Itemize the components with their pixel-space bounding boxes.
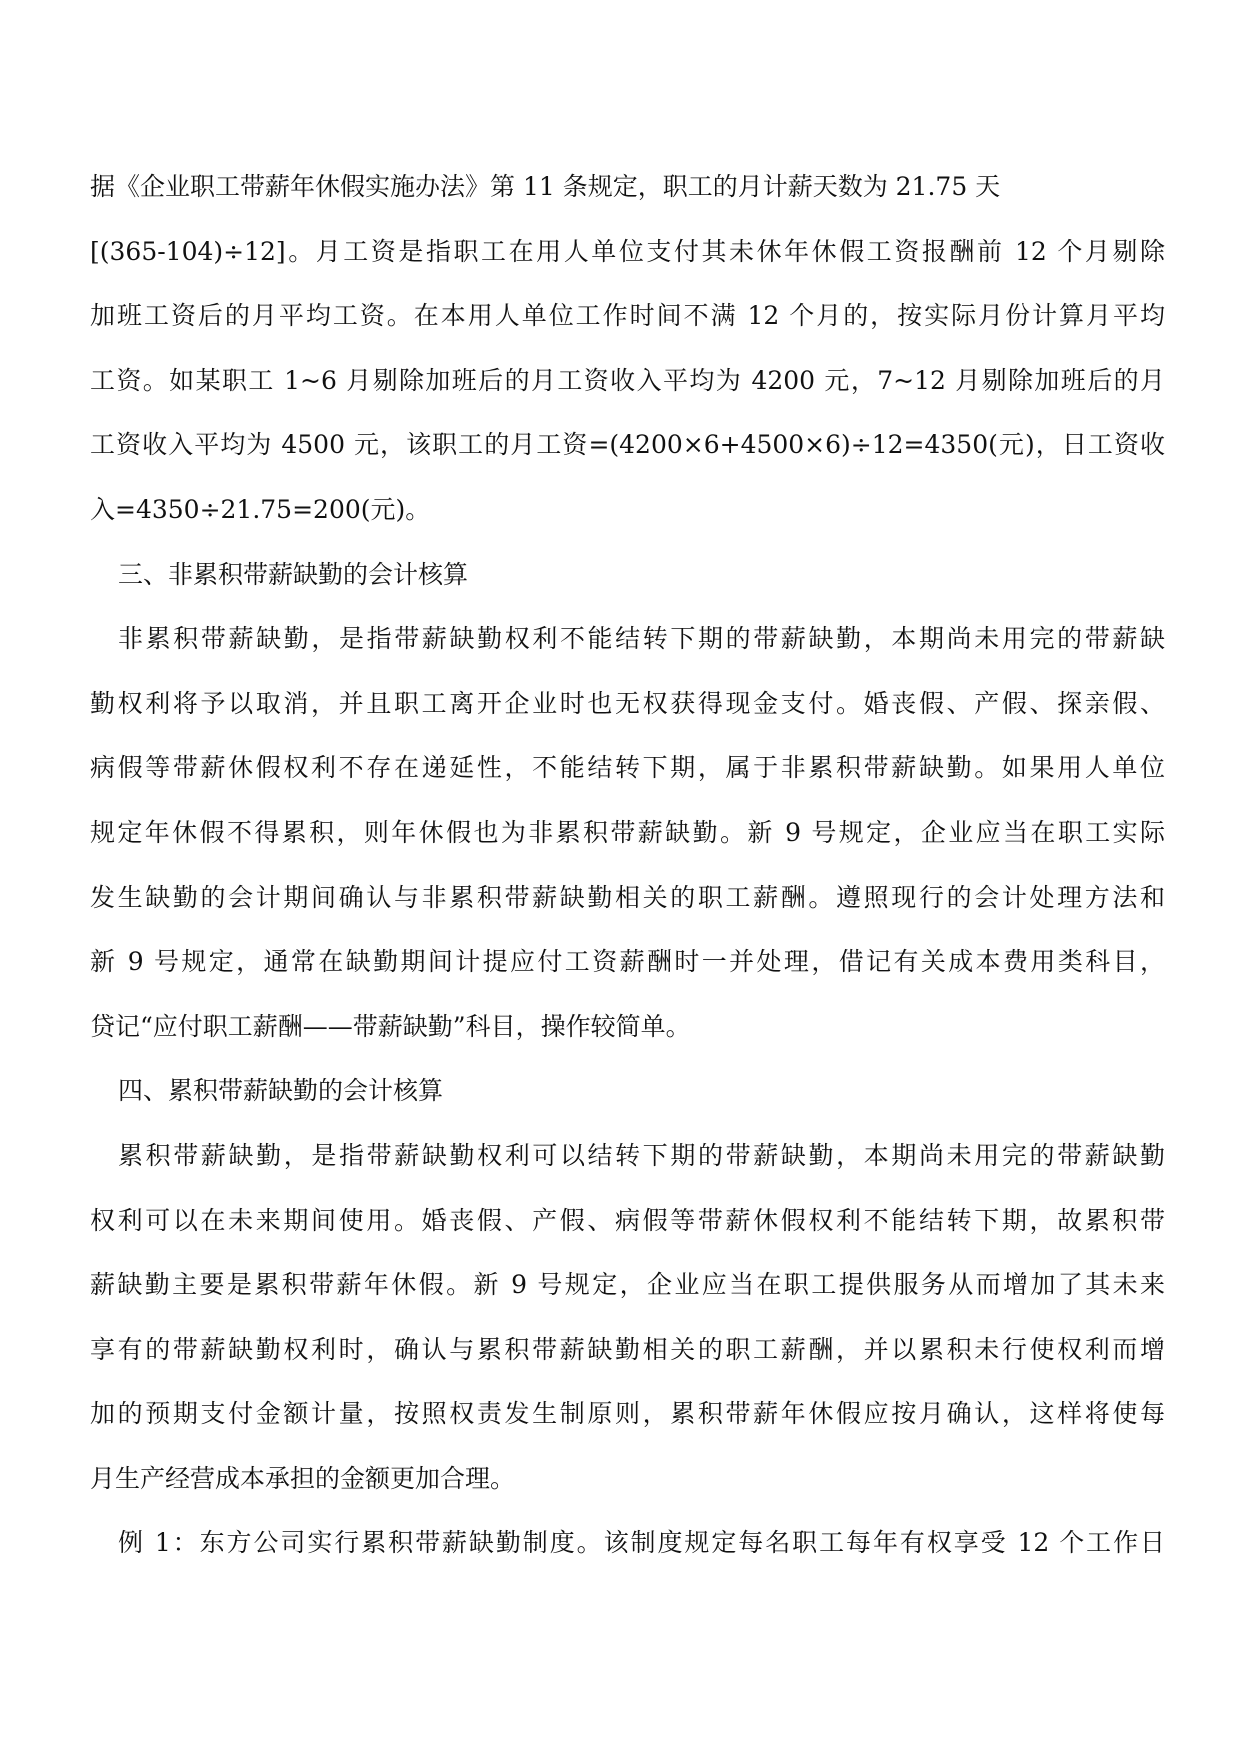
paragraph-line: 发生缺勤的会计期间确认与非累积带薪缺勤相关的职工薪酬。遵照现行的会计处理方法和 <box>90 882 1165 912</box>
paragraph-line: 月生产经营成本承担的金额更加合理。 <box>90 1463 516 1493</box>
section-heading-3: 三、非累积带薪缺勤的会计核算 <box>118 559 469 589</box>
paragraph-line: 工资。如某职工 1~6 月剔除加班后的月工资收入平均为 4200 元，7~12 月剔除加班后的月 <box>90 365 1165 395</box>
paragraph-line: 累积带薪缺勤，是指带薪缺勤权利可以结转下期的带薪缺勤，本期尚未用完的带薪缺勤 <box>118 1140 1165 1170</box>
section-heading-4: 四、累积带薪缺勤的会计核算 <box>118 1076 444 1106</box>
paragraph-line: 例 1：东方公司实行累积带薪缺勤制度。该制度规定每名职工每年有权享受 12 个工作日 <box>118 1528 1165 1558</box>
paragraph-line: 据《企业职工带薪年休假实施办法》第 11 条规定，职工的月计薪天数为 21.75 天 <box>90 172 1001 201</box>
paragraph-line: 享有的带薪缺勤权利时，确认与累积带薪缺勤相关的职工薪酬，并以累积未行使权利而增 <box>90 1334 1165 1364</box>
paragraph-line: [(365-104)÷12]。月工资是指职工在用人单位支付其未休年休假工资报酬前 12 个月剔除 <box>90 236 1165 266</box>
paragraph-line: 新 9 号规定，通常在缺勤期间计提应付工资薪酬时一并处理，借记有关成本费用类科目， <box>90 947 1165 977</box>
paragraph-line: 加的预期支付金额计量，按照权责发生制原则，累积带薪年休假应按月确认，这样将使每 <box>90 1399 1165 1429</box>
paragraph-line: 工资收入平均为 4500 元，该职工的月工资=(4200×6+4500×6)÷12=4350(元)，日工资收 <box>90 430 1165 460</box>
paragraph-line: 非累积带薪缺勤，是指带薪缺勤权利不能结转下期的带薪缺勤，本期尚未用完的带薪缺 <box>118 624 1165 654</box>
paragraph-line: 薪缺勤主要是累积带薪年休假。新 9 号规定，企业应当在职工提供服务从而增加了其未来 <box>90 1270 1165 1300</box>
paragraph-line: 勤权利将予以取消，并且职工离开企业时也无权获得现金支付。婚丧假、产假、探亲假、 <box>90 688 1165 718</box>
paragraph-line: 规定年休假不得累积，则年休假也为非累积带薪缺勤。新 9 号规定，企业应当在职工实际 <box>90 817 1165 847</box>
document-body <box>90 155 1165 1576</box>
paragraph-line: 贷记“应付职工薪酬——带薪缺勤”科目，操作较简单。 <box>90 1011 691 1041</box>
paragraph-line: 加班工资后的月平均工资。在本用人单位工作时间不满 12 个月的，按实际月份计算月平均 <box>90 301 1165 331</box>
paragraph-line: 病假等带薪休假权利不存在递延性，不能结转下期，属于非累积带薪缺勤。如果用人单位 <box>90 753 1165 783</box>
paragraph-line: 入=4350÷21.75=200(元)。 <box>90 494 431 524</box>
paragraph-line: 权利可以在未来期间使用。婚丧假、产假、病假等带薪休假权利不能结转下期，故累积带 <box>90 1205 1165 1235</box>
